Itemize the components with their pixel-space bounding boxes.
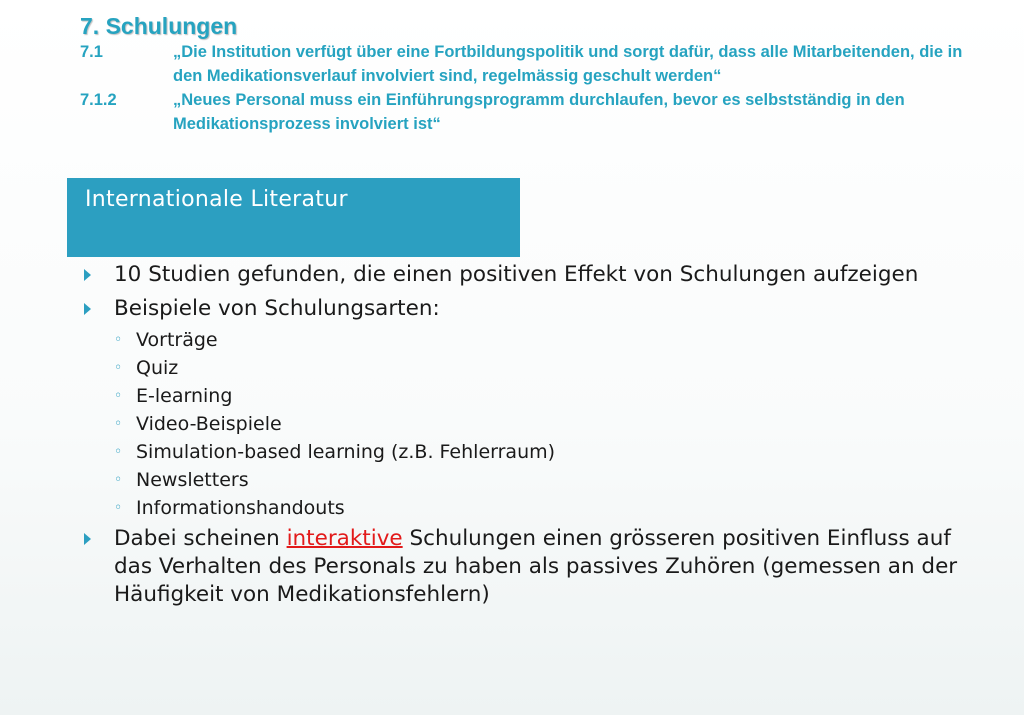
circle-bullet-icon: ◦ — [114, 360, 123, 376]
bullet-item — [84, 261, 984, 289]
circle-bullet-icon: ◦ — [114, 416, 123, 432]
sub-bullet-item — [84, 354, 984, 382]
circle-bullet-icon: ◦ — [114, 332, 123, 348]
arrow-bullet-icon — [84, 269, 91, 281]
header-item — [80, 40, 980, 88]
sub-bullet-text: Vorträge — [136, 329, 218, 351]
sub-bullet-item — [84, 466, 984, 494]
sub-bullet-text: Quiz — [136, 357, 179, 379]
sub-bullet-text: E-learning — [136, 385, 233, 407]
header-item-number: 7.1 — [80, 43, 103, 61]
header-item-text: „Die Institution verfügt über eine Fortbildungspolitik und sorgt dafür, dass alle Mitarbeitenden, die in den Medikationsverlauf involviert sind, regelmässig geschult werden“ — [173, 43, 963, 85]
sub-bullet-text: Simulation-based learning (z.B. Fehlerraum) — [136, 441, 556, 463]
bullet-item — [84, 295, 984, 323]
sub-bullet-item — [84, 410, 984, 438]
sub-bullet-text: Informationshandouts — [136, 497, 345, 519]
section-band — [67, 178, 520, 257]
arrow-bullet-icon — [84, 303, 91, 315]
header-item — [80, 88, 980, 136]
sub-bullet-text: Newsletters — [136, 469, 249, 491]
sub-bullet-item — [84, 494, 984, 522]
circle-bullet-icon: ◦ — [114, 472, 123, 488]
slide-header — [80, 12, 980, 136]
section-band-label: Internationale Literatur — [85, 187, 348, 212]
sub-bullet-item — [84, 326, 984, 354]
circle-bullet-icon: ◦ — [114, 388, 123, 404]
bullet-text-pre: Dabei scheinen — [114, 526, 287, 551]
circle-bullet-icon: ◦ — [114, 500, 123, 516]
sub-bullet-text: Video-Beispiele — [136, 413, 282, 435]
bullet-text-post: Schulungen einen grösseren positiven Einfluss auf das Verhalten des Personals zu haben als passives Zuhören (gemessen an der Häufigkeit von Medikationsfehlern) — [114, 526, 958, 607]
slide-title: 7. Schulungen — [80, 13, 238, 39]
header-item-number: 7.1.2 — [80, 91, 117, 109]
arrow-bullet-icon — [84, 533, 91, 545]
highlighted-word: interaktive — [286, 526, 403, 551]
circle-bullet-icon: ◦ — [114, 444, 123, 460]
bullet-list — [84, 261, 984, 615]
sub-bullet-item — [84, 438, 984, 466]
sub-bullet-item — [84, 382, 984, 410]
sub-bullet-list — [84, 326, 984, 522]
bullet-item — [84, 525, 984, 609]
header-item-text: „Neues Personal muss ein Einführungsprogramm durchlaufen, bevor es selbstständig in den Medikationsprozess involviert ist“ — [173, 91, 905, 133]
bullet-text: 10 Studien gefunden, die einen positiven Effekt von Schulungen aufzeigen — [114, 262, 919, 287]
bullet-text: Beispiele von Schulungsarten: — [114, 296, 440, 321]
